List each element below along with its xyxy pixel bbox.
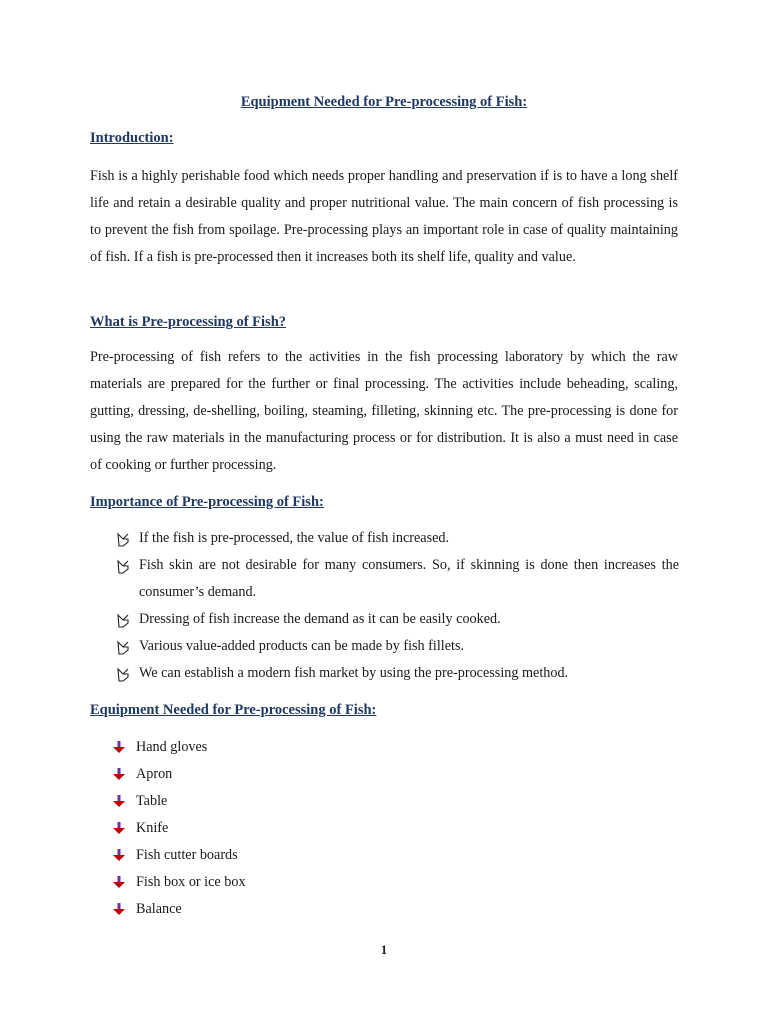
list-item-text: Fish cutter boards [136,847,238,863]
list-item-text: Fish box or ice box [136,874,246,890]
list-item-text: Table [136,793,168,809]
list-item [0,842,246,869]
arrow-down-icon [113,741,125,753]
list-item-text: Dressing of fish increase the demand as it can be easily cooked. [139,611,501,627]
arrow-down-icon [113,822,125,834]
list-item-text: We can establish a modern fish market by using the pre-processing method. [139,665,569,681]
list-item [0,734,246,761]
list-item-text: Various value-added products can be made by fish fillets. [139,638,465,654]
list-item [0,606,679,633]
introduction-paragraph: Fish is a highly perishable food which needs proper handling and preservation if is to have a long shelf life and retain a desirable quality and proper nutritional value. The main concern of fish processing is to prevent the fish from spoilage. Pre-processing plays an important role in case of quality maintaining of fish. If a fish is pre-processed then it increases both its shelf life, quality and value. [90,168,678,265]
list-item-text: Fish skin are not desirable for many consumers. So, if skinning is done then increases the consumer’s demand. [139,557,679,600]
page-number: 1 [380,943,388,957]
arrow-down-icon [113,876,125,888]
list-item-text: Apron [136,766,173,782]
list-item-text: If the fish is pre-processed, the value of fish increased. [139,530,450,546]
list-item [0,869,246,896]
pointing-hand-icon [116,660,130,687]
importance-heading: Importance of Pre-processing of Fish: [90,494,324,510]
list-item-text: Balance [136,901,182,917]
introduction-heading: Introduction: [90,130,174,146]
arrow-down-icon [113,903,125,915]
pointing-hand-icon [116,552,130,579]
arrow-down-icon [113,768,125,780]
list-item [0,552,679,606]
what-is-paragraph: Pre-processing of fish refers to the activities in the fish processing laboratory by which the raw materials are prepared for the further or final processing. The activities include beheading, scaling, gutting, dressing, de-shelling, boiling, steaming, filleting, skinning etc. The pre-processing is done for using the raw materials in the manufacturing process or for distribution. It is also a must need in case of cooking or further processing. [90,349,678,473]
arrow-down-icon [113,849,125,861]
pointing-hand-icon [116,525,130,552]
importance-list [0,525,679,687]
list-item [0,815,246,842]
pointing-hand-icon [116,606,130,633]
what-is-heading: What is Pre-processing of Fish? [90,314,287,330]
pointing-hand-icon [116,633,130,660]
list-item-text: Hand gloves [136,739,208,755]
arrow-down-icon [113,795,125,807]
list-item [0,788,246,815]
page-title: Equipment Needed for Pre-processing of Fish: [240,94,528,110]
list-item [0,761,246,788]
equipment-list [0,734,246,923]
list-item [0,525,679,552]
list-item [0,896,246,923]
list-item [0,660,679,687]
list-item [0,633,679,660]
list-item-text: Knife [136,820,169,836]
equipment-heading: Equipment Needed for Pre-processing of Fish: [90,702,377,718]
